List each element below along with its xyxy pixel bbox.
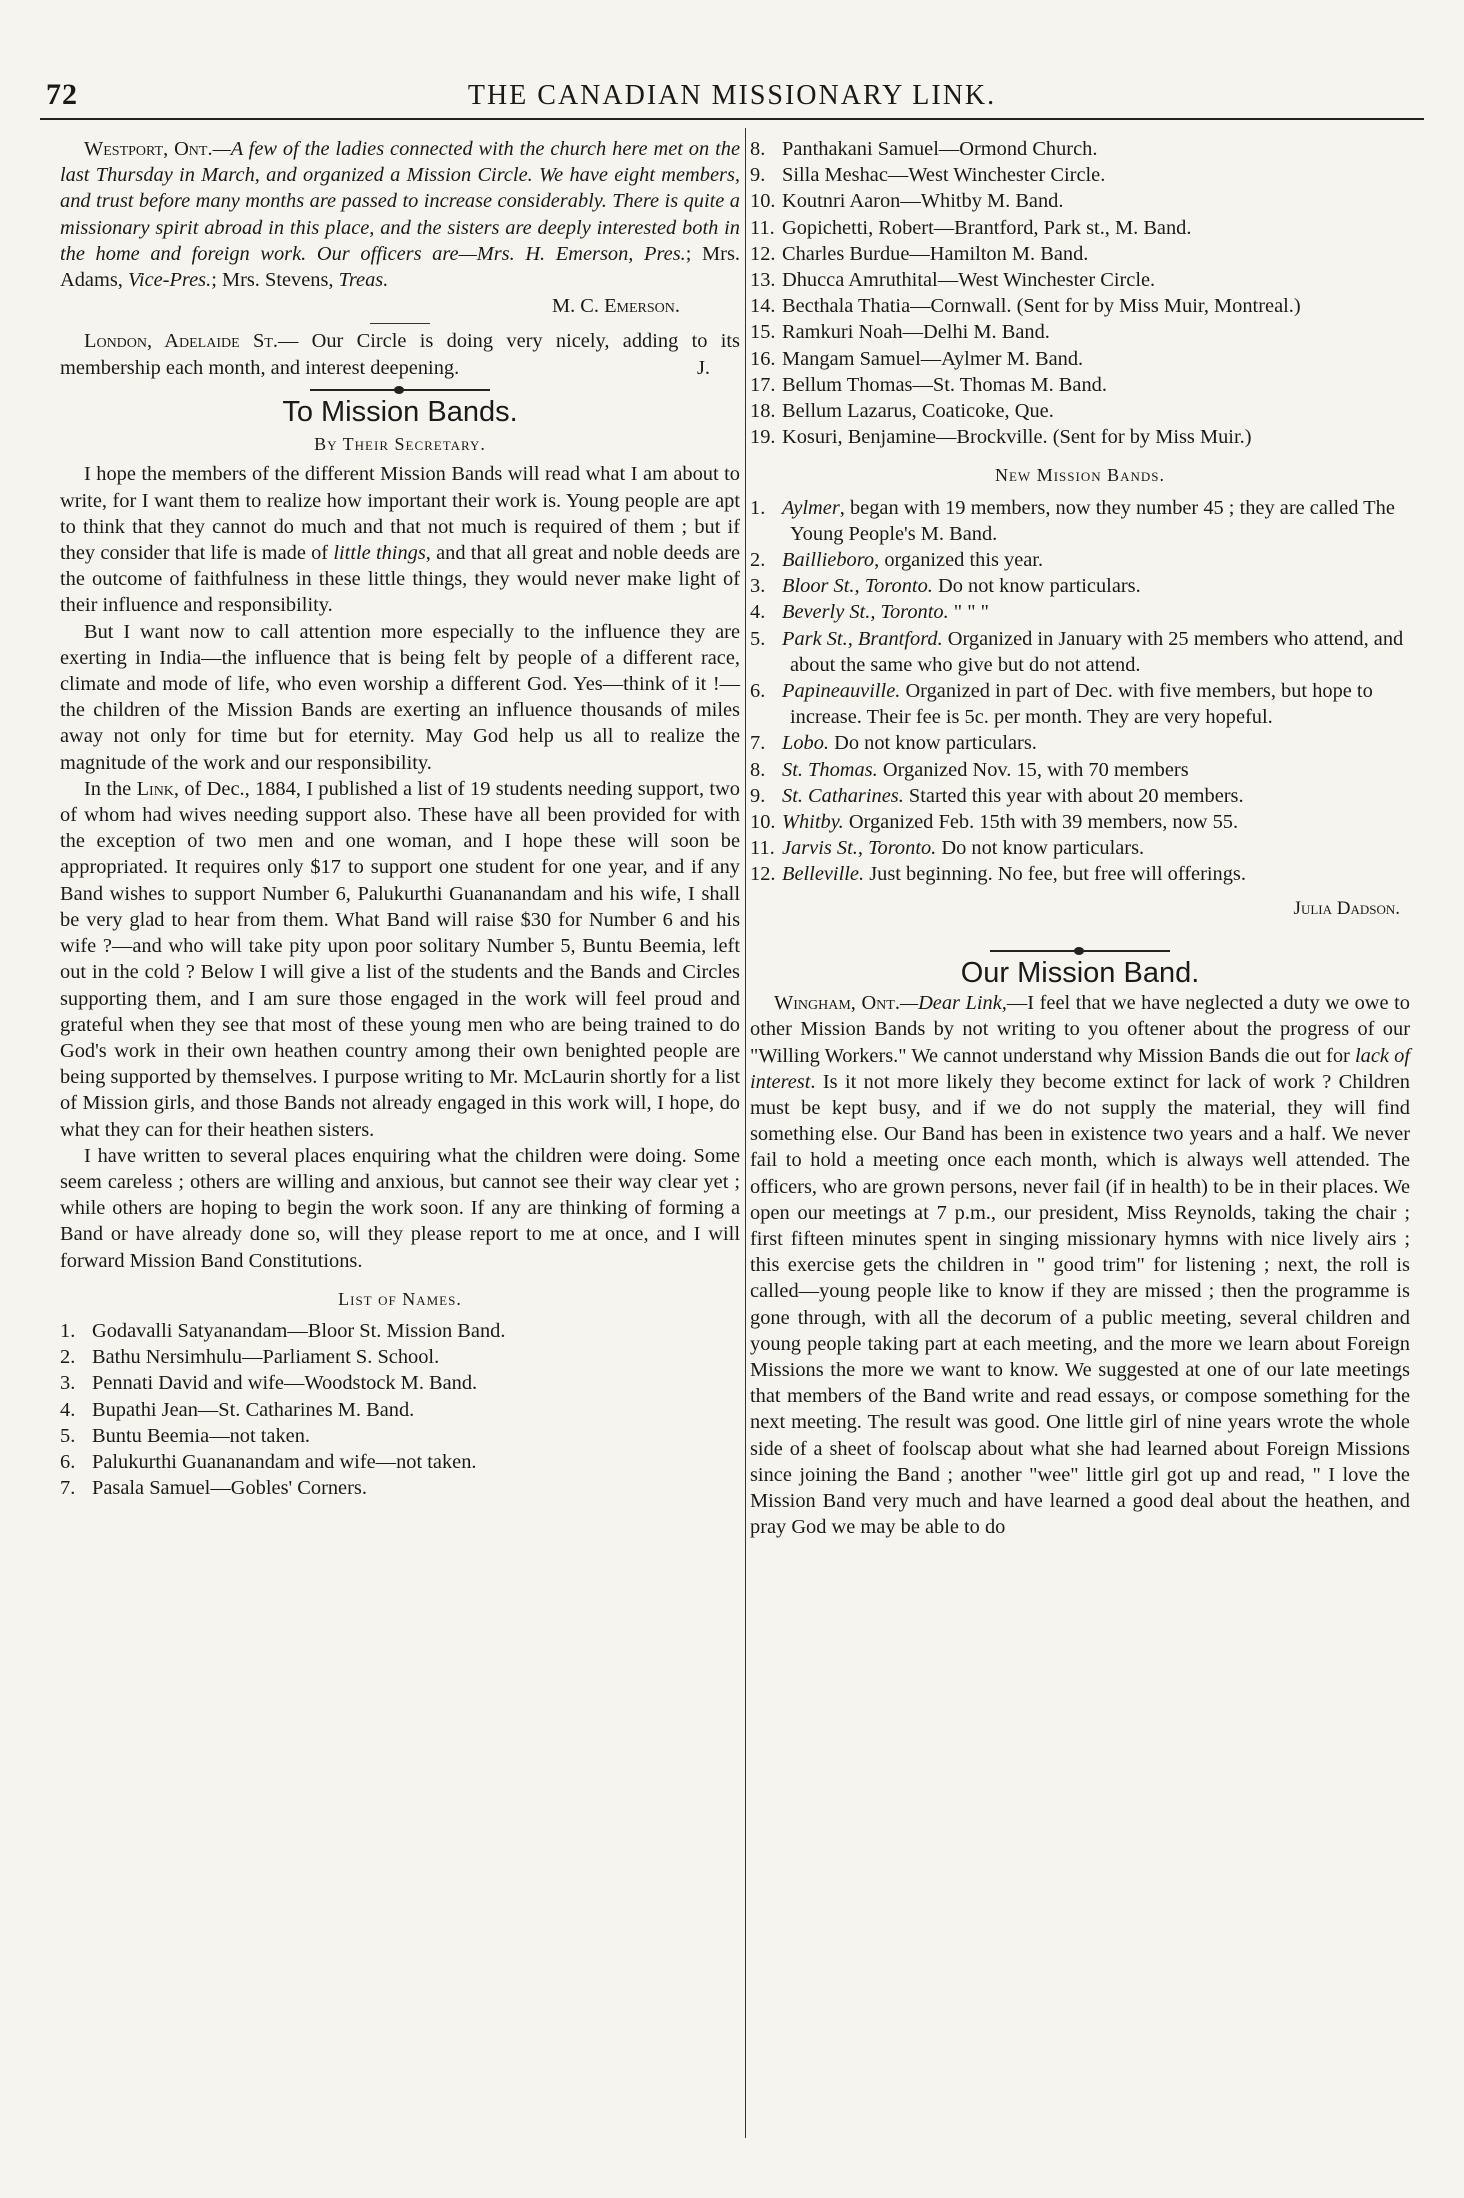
list-item (60, 1344, 740, 1370)
paragraph-2: But I want now to call attention more especially to the influence they are exerting in India—the influence that is being felt by people of a different race, climate and mode of life, who even worship a different God. Yes—think of it !—the children of the Mission Bands are exerting an influence thousands of miles away not only for time but for eternity. May God help us all to realize the magnitude of the work and our responsibility. (60, 620, 740, 774)
paragraph-3 (60, 776, 740, 1143)
wingham-place: Wingham, Ont. (774, 992, 900, 1015)
student-entry: Mangam Samuel—Aylmer M. Band. (782, 347, 1084, 370)
list-item-number: 18. (750, 400, 776, 423)
band-place: St. Thomas. (782, 758, 878, 781)
band-details: Just beginning. No fee, but free will offerings. (864, 863, 1246, 886)
list-item (60, 1318, 740, 1344)
band-place: Papineauville. (782, 680, 901, 703)
student-entry: Bupathi Jean—St. Catharines M. Band. (92, 1398, 415, 1421)
student-entry: Panthakani Samuel—Ormond Church. (782, 138, 1098, 160)
page-number: 72 (46, 78, 78, 111)
band-details: , began with 19 members, now they number 45 ; they are called The Young People's M. Band. (790, 496, 1395, 545)
band-place: Aylmer (782, 496, 840, 519)
list-item-number: 9. (750, 784, 766, 807)
london-place: London, Adelaide St. (84, 330, 278, 353)
band-details: Do not know particulars. (829, 732, 1037, 755)
band-details: " " " (948, 601, 989, 624)
student-entry: Silla Meshac—West Winchester Circle. (782, 164, 1106, 187)
westport-treas: Treas. (338, 269, 389, 292)
list-item-number: 12. (750, 863, 776, 886)
band-place: St. Catharines. (782, 784, 904, 807)
ornamental-rule (310, 389, 490, 391)
list-item-number: 7. (750, 732, 766, 755)
list-item-number: 10. (750, 190, 776, 213)
westport-text-b: ; Mrs. Adams, (60, 242, 740, 292)
student-entry: Gopichetti, Robert—Brantford, Park st., M. Band. (782, 216, 1192, 239)
list-item (750, 346, 1410, 372)
list-item (60, 1423, 740, 1449)
list-item (750, 136, 1410, 162)
paragraph-4: I have written to several places enquiring what the children were doing. Some seem careless ; others are willing and anxious, but cannot see their way clear yet ; while others are hoping to begin the work soon. If any are thinking of forming a Band or have already done so, will they please report to me at once, and I will forward Mission Band Constitutions. (60, 1144, 740, 1272)
wingham-salutation: —Dear Link, (899, 992, 1007, 1015)
london-text: — Our Circle is doing very nicely, adding to its membership each month, and interest deepening. (60, 330, 740, 379)
section-title-to-mission-bands: To Mission Bands. (282, 396, 518, 429)
band-place: Lobo. (782, 732, 830, 755)
list-item-number: 19. (750, 426, 776, 449)
list-item (750, 861, 1410, 887)
list-item (750, 267, 1410, 293)
list-item-number: 9. (750, 164, 766, 187)
band-details: Organized Feb. 15th with 39 members, now 55. (843, 811, 1239, 834)
ornamental-rule (990, 950, 1170, 952)
p3-text-a: In the (84, 777, 137, 800)
list-item-number: 3. (60, 1372, 76, 1395)
list-item-number: 4. (750, 601, 766, 624)
list-item-number: 14. (750, 295, 776, 318)
band-details: Organized Nov. 15, with 70 members (877, 758, 1189, 781)
list-item (750, 424, 1410, 450)
list-item (750, 835, 1410, 861)
list-item (750, 241, 1410, 267)
student-entry: Bellum Lazarus, Coaticoke, Que. (782, 400, 1054, 423)
paragraph-1 (60, 461, 740, 618)
list-item (750, 293, 1410, 319)
wingham-letter (750, 990, 1410, 1540)
list-item (750, 678, 1410, 730)
names-list-part-2 (750, 136, 1410, 450)
julia-dadson-signature: Julia Dadson. (1293, 897, 1400, 919)
list-item-number: 1. (750, 496, 766, 519)
page-header (40, 78, 1424, 120)
list-item-number: 10. (750, 811, 776, 834)
list-item-number: 17. (750, 373, 776, 396)
list-item-number: 12. (750, 242, 776, 265)
student-entry: Dhucca Amruthital—West Winchester Circle. (782, 269, 1156, 292)
london-signature: J. (696, 356, 710, 379)
p3-link-name: Link (136, 777, 174, 800)
band-place: Park St., Brantford. (782, 627, 943, 650)
band-place: Beverly St., Toronto. (782, 601, 949, 624)
p1-emphasis: little things (333, 542, 426, 565)
names-list-part-1 (60, 1318, 740, 1501)
column-divider (745, 128, 746, 2138)
list-item-number: 8. (750, 138, 766, 160)
band-details: Do not know particulars. (936, 837, 1145, 860)
list-item-number: 15. (750, 321, 776, 344)
list-item-number: 3. (750, 575, 766, 598)
list-item (750, 809, 1410, 835)
student-entry: Buntu Beemia—not taken. (92, 1424, 311, 1447)
student-entry: Pasala Samuel—Gobles' Corners. (92, 1477, 367, 1500)
student-entry: Bathu Nersimhulu—Parliament S. School. (92, 1346, 440, 1369)
list-item-number: 2. (750, 549, 766, 572)
left-column (60, 136, 740, 1501)
right-column (750, 136, 1410, 1540)
list-item-number: 4. (60, 1398, 76, 1421)
list-item-number: 8. (750, 758, 766, 781)
list-item (750, 730, 1410, 756)
list-item (750, 626, 1410, 678)
list-item-number: 2. (60, 1346, 76, 1369)
student-entry: Bellum Thomas—St. Thomas M. Band. (782, 373, 1107, 396)
student-entry: Becthala Thatia—Cornwall. (Sent for by Miss Muir, Montreal.) (782, 295, 1301, 318)
wingham-emphasis: lack of interest (750, 1044, 1411, 1093)
westport-signature: M. C. Emerson. (551, 295, 680, 318)
list-item (60, 1370, 740, 1396)
list-item (750, 547, 1410, 573)
new-bands-list (750, 495, 1410, 888)
student-entry: Godavalli Satyanandam—Bloor St. Mission Band. (92, 1319, 506, 1342)
p3-text-b: , of Dec., 1884, I published a list of 19 students needing support, two of whom had wives needing support also. These have all been provided for with the exception of two men and one woman, and I hope these will soon be appropriated. It requires only $17 to support one student for one year, and if any Band wishes to support Number 6, Palukurthi Guananandam and his wife, I shall be very glad to hear from them. What Band will raise $30 for Number 6 and his wife ?—and who will take pity upon poor solitary Number 5, Buntu Beemia, left out in the cold ? Below I will give a list of the students and the Bands and Circles supporting them, and I am sure those engaged in the work will feel proud and grateful when they see that most of these young men who are being trained to do God's work in their own heathen country among their own benighted people are being supported by themselves. I purpose writing to Mr. McLaurin shortly for a list of Mission girls, and those Bands not already engaged in this work will, I hope, do what they can for their heathen sisters. (60, 777, 740, 1141)
band-details: Started this year with about 20 members. (903, 784, 1244, 807)
list-item-number: 5. (60, 1424, 76, 1447)
band-details: Organized in January with 25 members who attend, and about the same who give but do not attend. (790, 627, 1404, 676)
band-place: Jarvis St., Toronto. (782, 837, 937, 860)
student-entry: Pennati David and wife—Woodstock M. Band. (92, 1372, 478, 1395)
westport-report (60, 136, 740, 293)
list-item (750, 783, 1410, 809)
new-mission-bands-title: New Mission Bands. (994, 465, 1165, 486)
student-entry: Kosuri, Benjamine—Brockville. (Sent for by Miss Muir.) (782, 426, 1252, 449)
band-place: Belleville. (782, 863, 865, 886)
westport-pres: Pres. (644, 242, 686, 265)
list-item-number: 6. (750, 680, 766, 703)
band-details: , organized this year. (874, 549, 1044, 572)
list-item (750, 215, 1410, 241)
list-item-number: 6. (60, 1450, 76, 1473)
list-item (750, 319, 1410, 345)
wingham-text-b: . Is it not more likely they become extinct for lack of work ? Children must be kept busy, and if we do not supply the material, they will find something else. Our Band has been in existence two years and a half. We never fail to hold a meeting once each month, which is always well attended. The officers, who are grown persons, never fail (if in health) to be in their places. We open our meetings at 7 p.m., our president, Miss Reynolds, taking the chair ; first fifteen minutes spent in singing missionary hymns with nice lively airs ; this exercise gets the children in " good trim" for listening ; next, the roll is called—young people like to know if they are missed ; then the programme is gone through, with all the decorum of a public meeting, several children and young people taking part at each meeting, and the more we learn about Foreign Missions the more we want to know. We suggested at one of our late meetings that members of the Band write and read essays, or compose something for the next meeting. The result was good. One little girl of nine years wrote the whole side of a sheet of foolscap about what she had learned about Foreign Missions since joining the Band ; another "wee" little girl got up and read, " I love the Mission Band very much and have learned a good deal about the heathen, and pray God we may be able to do (750, 1070, 1410, 1539)
list-item (750, 573, 1410, 599)
p1-text-b: , and that all great and noble deeds are the outcome of faithfulness in these little things, they would never make light of their influence and responsibility. (60, 542, 740, 617)
list-item-number: 5. (750, 627, 766, 650)
student-entry: Koutnri Aaron—Whitby M. Band. (782, 190, 1064, 213)
list-item (750, 188, 1410, 214)
running-title: THE CANADIAN MISSIONARY LINK. (467, 80, 997, 111)
list-item (750, 599, 1410, 625)
list-item (750, 398, 1410, 424)
band-place: Whitby. (782, 811, 844, 834)
band-place: Bloor St., Toronto. (782, 575, 933, 598)
list-item-number: 11. (750, 216, 775, 239)
small-divider (370, 323, 430, 324)
westport-text-c: ; Mrs. Stevens, (211, 269, 339, 292)
student-entry: Palukurthi Guananandam and wife—not taken. (92, 1450, 477, 1473)
band-details: Organized in part of Dec. with five members, but hope to increase. Their fee is 5c. per month. They are very hopeful. (790, 680, 1373, 729)
westport-vice: Vice-Pres. (127, 269, 212, 292)
list-item (750, 162, 1410, 188)
list-item (60, 1397, 740, 1423)
list-item (60, 1475, 740, 1501)
section-title-our-mission-band: Our Mission Band. (960, 956, 1200, 989)
list-item (750, 372, 1410, 398)
list-item (60, 1449, 740, 1475)
band-place: Baillieboro (782, 549, 875, 572)
p1-text-a: I hope the members of the different Mission Bands will read what I am about to write, for I want them to realize how important their work is. Young people are apt to think that they cannot do much and that not much is required of them ; but if they consider that life is made of (60, 463, 740, 565)
list-item-number: 13. (750, 269, 776, 292)
list-of-names-title: List of Names. (338, 1288, 462, 1309)
wingham-text-a: —I feel that we have neglected a duty we owe to other Mission Bands by not writing to you oftener about the progress of our "Willing Workers." We cannot understand why Mission Bands die out for (750, 992, 1410, 1067)
list-item (750, 495, 1410, 547)
list-item (750, 757, 1410, 783)
byline: By Their Secretary. (314, 434, 486, 455)
list-item-number: 1. (60, 1319, 76, 1342)
student-entry: Ramkuri Noah—Delhi M. Band. (782, 321, 1050, 344)
westport-text-a: —A few of the ladies connected with the church here met on the last Thursday in March, and organized a Mission Circle. We have eight members, and trust before many months are passed to increase considerably. There is quite a missionary spirit abroad in this place, and the sisters are deeply interested both in the home and foreign work. Our officers are—Mrs. H. Emerson, (60, 138, 741, 265)
list-item-number: 7. (60, 1477, 76, 1500)
list-item-number: 16. (750, 347, 776, 370)
list-item-number: 11. (750, 837, 775, 860)
student-entry: Charles Burdue—Hamilton M. Band. (782, 242, 1089, 265)
westport-place: Westport, Ont. (84, 138, 213, 160)
band-details: Do not know particulars. (932, 575, 1141, 598)
